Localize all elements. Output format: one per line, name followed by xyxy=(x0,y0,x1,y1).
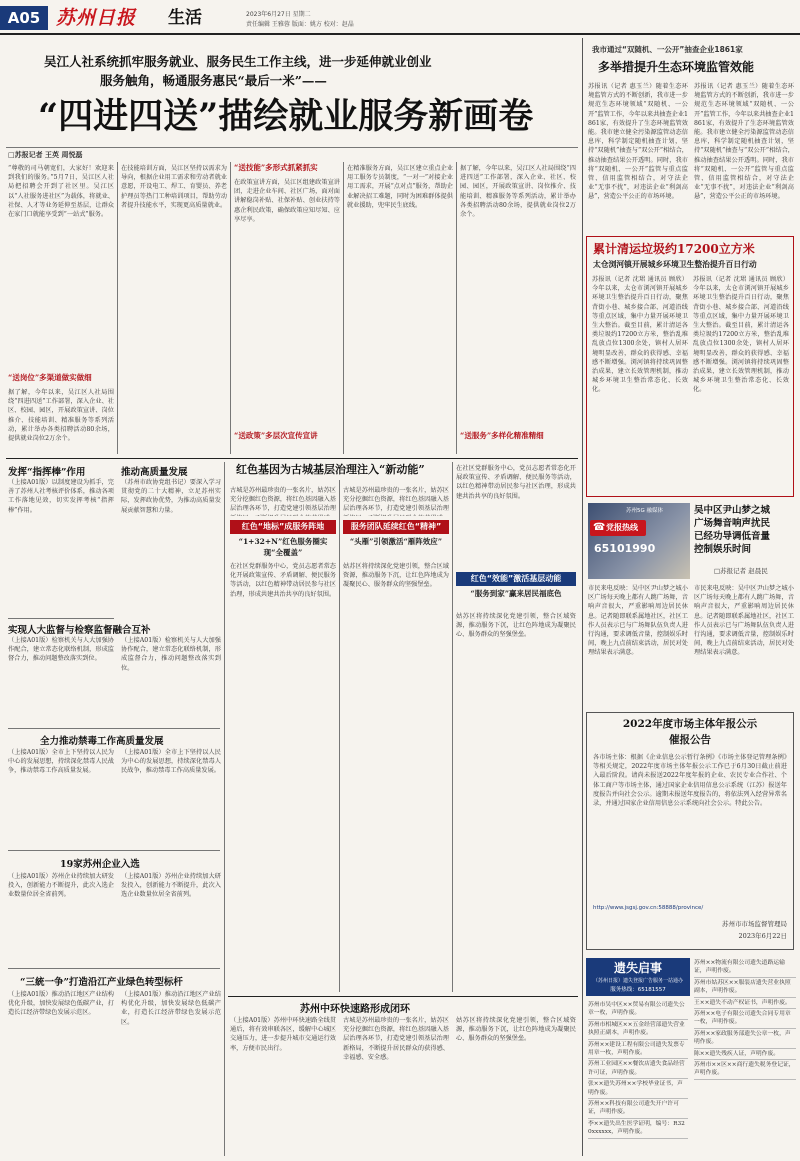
brief-headline: 推动高质量发展 xyxy=(121,467,188,478)
lead-kicker-1: 吴江人社系统抓牢服务就业、服务民生工作主线，进一步延伸就业创业 xyxy=(44,54,432,69)
lead-bottom-rule xyxy=(6,458,578,459)
brief-headline: 全力推动禁毒工作高质量发展 xyxy=(40,736,164,747)
complaint-body: 市民来电反映：吴中区尹山梦之城小区广场每天晚上都有人跳广场舞，音响声音很大，严重影响周边居民休息。记者随即联系属地社区，社区工作人员表示已与广场舞队伍负责人进行沟通，要求调低音量，控制娱乐时间，晚上九点前结束活动，居民对处理结果表示满意。 xyxy=(694,585,794,657)
right-top-headline: 多举措提升生态环境监管效能 xyxy=(598,60,755,74)
masthead xyxy=(0,0,800,34)
editor-line: 责任编辑 王雅蓉 版面：姚方 校对：赵晶 xyxy=(246,21,354,28)
col-divider xyxy=(230,162,231,454)
notice-headline-2: 催报公告 xyxy=(669,734,711,746)
page-number: A05 xyxy=(0,6,48,30)
complaint-headline-2: 广场舞音响声扰民 xyxy=(694,518,771,529)
lost-notice-item: 苏州××科技有限公司遗失开户许可证，声明作废。 xyxy=(588,1099,688,1119)
byline-rule xyxy=(6,147,578,148)
complaint-body: 市民来电反映：吴中区尹山梦之城小区广场每天晚上都有人跳广场舞，音响声音很大，严重影响周边居民休息。记者随即联系属地社区，社区工作人员表示已与广场舞队伍负责人进行沟通，要求调低音量，控制娱乐时间，晚上九点前结束活动，居民对处理结果表示满意。 xyxy=(588,585,688,657)
ring-road-body: （上接A01版）苏州中环快速路全线贯通后，将有效串联各区，缓解中心城区交通压力，进一步提升城市交通运行效率，方便市民出行。 xyxy=(230,1017,336,1052)
complaint-headline-1: 吴中区尹山梦之城 xyxy=(694,505,771,516)
ring-road-body: 姑苏区将持续深化党建引领，整合区域资源，推动服务下沉，让红色阵地成为凝聚民心、服务群众的坚强堡垒。 xyxy=(456,1017,576,1043)
brief-body: （上接A01版）推动沿江地区产业结构优化升级，加快发展绿色低碳产业，打造长江经济带绿色发展示范区。 xyxy=(121,991,221,1026)
lost-notice-item: 苏州工业园区××餐饮店遗失食品经营许可证，声明作废。 xyxy=(588,1059,688,1079)
lead-paragraph: 据了解，今年以来，吴江区人社局围绕“四进四送”工作部署，深入企业、社区、校园、园区，开展政策宣讲、岗位推介、技能培训、精准服务等系列活动，累计举办各类招聘活动80余场，提供就业岗位2万余个。 xyxy=(460,165,576,219)
paper-name: 苏州日报 xyxy=(56,7,137,29)
lost-notice-item: 王××遗失不动产权证书，声明作废。 xyxy=(694,998,796,1009)
brief-headline: “三統一争”打造沿江产业绿色转型标杆 xyxy=(20,977,183,988)
lost-notice-item: 苏州××电子有限公司遗失合同专用章一枚，声明作废。 xyxy=(694,1009,796,1029)
sanitation-headline: 累计清运垃圾约17200立方米 xyxy=(593,242,755,256)
lead-paragraph: “尊敬的司马朝宽们，大家好！欢迎来到我们的服务。”5月7日，吴江区人社局把招聘会开到了社区里。吴江区以“人社服务进社区”为载体，将就业、社保、人才等业务延伸至基层，让群众在家门口就能享受到“一站式”服务。 xyxy=(8,165,114,219)
brief-rule xyxy=(8,728,220,729)
brief-headline: 发挥“指挥棒”作用 xyxy=(8,467,86,478)
col-divider xyxy=(343,162,344,454)
lost-notice-banner xyxy=(586,958,690,996)
brief-rule xyxy=(8,968,220,969)
annual-report-notice xyxy=(586,712,794,950)
sanitation-body: 苏报讯（记者 沈珺 通讯员 顾欣）今年以来，太仓市浏河镇开展城乡环境卫生整治提升百日行动，聚焦背街小巷、城乡接合部、河道沿线等重点区域，集中力量开展环境卫生大整治。截至目前，累计清运各类垃圾约17200立方米，整治乱堆乱放点位1300余处，镇村人居环境明显改善，群众的获得感、幸福感不断增强。浏河镇将持续巩固整治成果，建立长效管理机制，推动城乡环境卫生整治常态化、长效化。 xyxy=(592,276,688,394)
lost-notice-item: 苏州××物流有限公司遗失道路运输证，声明作废。 xyxy=(694,958,796,978)
lost-notice-item: 张××遗失苏州××学校毕业证书，声明作废。 xyxy=(588,1079,688,1099)
hotline-number: 65101990 xyxy=(594,542,656,555)
lost-notice-item: 苏州××家政服务部遗失公章一枚，声明作废。 xyxy=(694,1029,796,1049)
brief-body: （上接A01版）推动沿江地区产业结构优化升级，加快发展绿色低碳产业，打造长江经济带绿色发展示范区。 xyxy=(8,991,114,1017)
heritage-body: 古城是苏州最珍贵的一张名片，姑苏区充分挖掘红色资源，将红色基因融入基层治理各环节，打造党建引领基层治理 xyxy=(230,487,336,513)
lost-notice-title: 遗失启事 xyxy=(613,961,662,975)
sanitation-box xyxy=(586,236,794,497)
lost-notice-phone: 服务热线：65181557 xyxy=(610,987,666,993)
hotline-badge xyxy=(590,520,646,536)
col-divider xyxy=(339,480,340,992)
brief-headline: 19家苏州企业入选 xyxy=(60,859,140,870)
lost-notice-item: 陈××遗失残疾人证，声明作废。 xyxy=(694,1049,796,1060)
right-col-rule xyxy=(582,38,583,1156)
lost-notice-item: 苏州××建设工程有限公司遗失发票专用章一枚，声明作废。 xyxy=(588,1040,688,1060)
lead-paragraph: 在政策宣讲方面，吴江区组建政策宣讲团，走进企业车间、社区广场，面对面讲解稳岗补贴、社保补贴、创业扶持等惠企利民政策，确保政策应知尽知、应享尽享。 xyxy=(234,179,340,223)
date-line: 2023年6月27日 星期二 xyxy=(246,11,311,18)
ring-road-headline: 苏州中环快速路形成闭环 xyxy=(300,1004,410,1015)
heritage-tag-2: 服务团队延续红色“精神” xyxy=(343,520,449,534)
heritage-tag-1: 红色“地标”成服务阵地 xyxy=(230,520,336,534)
heritage-tag-3: 红色“效能”激活基层动能 xyxy=(456,572,576,586)
brief-rule xyxy=(8,618,114,619)
heritage-body: 在社区党群服务中心，党员志愿者常态化开展政策宣传、矛盾调解、便民服务等活动，以红色精神带动居民参与社区治理，形成共建共治共享的良好氛围。 xyxy=(456,465,576,500)
notice-signature: 苏州市市场监督管理局 xyxy=(722,920,787,928)
heritage-sub-3: “服务到家”赢来居民福底色 xyxy=(470,589,562,598)
brief-body: （上接A01版）苏州企业持续加大研发投入，创新能力不断提升，此次入选企业数量位居全省前列。 xyxy=(8,873,114,899)
brief-body: （上接A01版）检察机关与人大加强协作配合，建立常态化联络机制，形成监督合力，推动问题整改落实到位。 xyxy=(121,637,221,672)
brief-body: （上接A01版）全市上下坚持以人民为中心的发展思想，持续深化禁毒人民战争，推动禁毒工作高质量发展。 xyxy=(121,749,221,775)
notice-body: 各市场主体：根据《企业信息公示暂行条例》《市场主体登记管理条例》等相关规定，2022年度市场主体年报公示工作已于6月30日截止前进入最后阶段。请尚未报送2022年度年报的企业、农民专业合作社、个体工商户等市场主体，通过国家企业信用信息公示系统（江苏）报送年度报告并向社会公示。逾期未报送年度报告的，将依法列入经营异常名录，并通过国家企业信用信息公示系统向社会公示。特此公告。 xyxy=(593,754,787,808)
lead-subhead-jobs: “送岗位”多渠道做实做细 xyxy=(8,373,92,382)
sanitation-body: 苏报讯（记者 沈珺 通讯员 顾欣）今年以来，太仓市浏河镇开展城乡环境卫生整治提升百日行动，聚焦背街小巷、城乡接合部、河道沿线等重点区域，集中力量开展环境卫生大整治。截至目前，累计清运各类垃圾约17200立方米，整治乱堆乱放点位1300余处，镇村人居环境明显改善，群众的获得感、幸福感不断增强。浏河镇将持续巩固整治成果，建立长效管理机制，推动城乡环境卫生整治常态化、长效化。 xyxy=(693,276,789,394)
lost-notice-item: 苏州市吴中区××贸易有限公司遗失公章一枚，声明作废。 xyxy=(588,1000,688,1020)
lead-subhead-service: “送服务”多样化精准精细 xyxy=(460,431,544,440)
lost-notice-item: 苏州市姑苏区××服装店遗失营业执照副本，声明作废。 xyxy=(694,978,796,998)
brief-rule xyxy=(8,850,220,851)
heritage-body: 古城是苏州最珍贵的一张名片，姑苏区充分挖掘红色资源，将红色基因融入基层治理各环节，打造党建引领基层治理 xyxy=(343,487,449,513)
right-top-label: 我市通过“双随机、一公开”抽查企业1861家 xyxy=(592,45,743,54)
masthead-rule xyxy=(0,33,800,35)
lost-notice-list-right xyxy=(694,958,796,1156)
brief-body: （苏州市政协党组书记）要深入学习贯彻党的二十大精神，立足苏州实际，发挥政协优势，为推动高质量发展贡献智慧和力量。 xyxy=(121,479,221,514)
complaint-byline: □苏报记者 赵晨民 xyxy=(714,567,768,575)
col-divider xyxy=(117,162,118,454)
brief-body: （上接A01版）苏州企业持续加大研发投入，创新能力不断提升，此次入选企业数量位居全省前列。 xyxy=(121,873,221,899)
lost-notice-item: 苏州市相城区××五金经营部遗失营业执照正副本，声明作废。 xyxy=(588,1020,688,1040)
complaint-headline-4: 控制娱乐时间 xyxy=(694,544,752,555)
brief-headline: 实现人大监督与检察监督融合互补 xyxy=(8,625,151,636)
brief-body: （上接A01版）以制度建设为抓手，完善了苏州人社考核评价体系，推动各项工作落地见效，切实发挥考核“指挥棒”作用。 xyxy=(8,479,114,514)
lead-headline: “四进四送”描绘就业服务新画卷 xyxy=(38,96,534,137)
lost-notice-list-left xyxy=(588,1000,688,1156)
heritage-body: 在社区党群服务中心，党员志愿者常态化开展政策宣传、矛盾调解、便民服务等活动，以红色精神带动居民参与社区治理，形成共建共治共享的良好氛围。 xyxy=(230,563,336,598)
notice-headline-1: 2022年度市场主体年报公示 xyxy=(622,718,758,730)
hotline-label: 党报热线 xyxy=(606,523,638,532)
section-name: 生活 xyxy=(168,8,202,28)
heritage-sub-1: “1+32+N”红色服务圈实现“全覆盖” xyxy=(238,537,328,557)
lost-notice-subtitle: （苏州日报）遗失登报广告服务一站通办 xyxy=(592,978,683,984)
hotline-mini-caption: 苏州5G 融媒体 xyxy=(626,508,664,514)
heritage-body: 姑苏区将持续深化党建引领，整合区域资源，推动服务下沉，让红色阵地成为凝聚民心、服务群众的坚强堡垒。 xyxy=(343,563,449,589)
right-top-body: 苏报讯（记者 惠玉兰）随着生态环境监管方式的不断创新，我市进一步规范生态环境领域“双随机、一公开”监管工作，今年以来共抽查企业1861家，有效提升了生态环境监管效能。我市建立健全污染源监管动态信息库，科学制定随机抽查计划，坚持“双随机”抽查与“双公开”相结合，推动抽查结果公开透明。同时，我市将“双随机、一公开”监管与重点监管、信用监管相结合，对守法企业“无事不扰”，对违法企业“利剑高悬”，营造公平公正的市场环境。 xyxy=(588,83,688,201)
col-divider xyxy=(456,162,457,454)
right-top-body: 苏报讯（记者 惠玉兰）随着生态环境监管方式的不断创新，我市进一步规范生态环境领域“双随机、一公开”监管工作，今年以来共抽查企业1861家，有效提升了生态环境监管效能。我市建立健全污染源监管动态信息库，科学制定随机抽查计划，坚持“双随机”抽查与“双公开”相结合，推动抽查结果公开透明。同时，我市将“双随机、一公开”监管与重点监管、信用监管相结合，对守法企业“无事不扰”，对违法企业“利剑高悬”，营造公平公正的市场环境。 xyxy=(694,83,794,201)
sanitation-subhead: 太仓浏河镇开展城乡环境卫生整治提升百日行动 xyxy=(593,260,757,269)
heritage-headline: 红色基因为古城基层治理注入“新动能” xyxy=(236,463,425,476)
heritage-body: 姑苏区将持续深化党建引领，整合区域资源，推动服务下沉，让红色阵地成为凝聚民心、服务群众的坚强堡垒。 xyxy=(456,613,576,639)
brief-body: （上接A01版）检察机关与人大加强协作配合，建立常态化联络机制，形成监督合力，推动问题整改落实到位。 xyxy=(8,637,114,663)
ring-road-rule xyxy=(228,996,578,997)
lead-subhead-skills: “送技能”多形式抓紧抓实 xyxy=(234,163,318,172)
col-divider xyxy=(452,462,453,992)
hotline-photo xyxy=(588,503,690,579)
lead-paragraph: 据了解，今年以来，吴江区人社局围绕“四进四送”工作部署，深入企业、社区、校园、园区，开展政策宣讲、岗位推介、技能培训、精准服务等系列活动，累计举办各类招聘活动80余场，提供就业岗位2万余个。 xyxy=(8,389,114,443)
lost-notice-item: 苏州市××区××商行遗失税务登记证，声明作废。 xyxy=(694,1060,796,1080)
complaint-headline-3: 已经功导调低音量 xyxy=(694,531,771,542)
col-divider xyxy=(224,462,225,1156)
heritage-sub-2: “头雁”引领激活“雁阵效应” xyxy=(349,537,443,546)
lost-notice-item: 李××遗失出生医学证明，编号：R320xxxxxx，声明作废。 xyxy=(588,1119,688,1139)
lead-byline: □苏报记者 王英 周悦磊 xyxy=(8,151,83,159)
notice-date: 2023年6月22日 xyxy=(738,932,787,940)
lead-subhead-policy: “送政策”多层次宣传宣讲 xyxy=(234,431,318,440)
ring-road-body: 古城是苏州最珍贵的一张名片，姑苏区充分挖掘红色资源，将红色基因融入基层治理各环节，打造党建引领基层治理新格局，不断提升居民群众的获得感、幸福感、安全感。 xyxy=(343,1017,449,1061)
lead-kicker-2: 服务触角，畅通服务惠民“最后一米”—— xyxy=(100,73,327,88)
lead-paragraph: 在精准服务方面，吴江区建立重点企业用工服务专员制度，“一对一”对接企业用工需求，开展“点对点”服务，帮助企业解决招工难题，同时为困难群体提供就业援助，兜牢民生底线。 xyxy=(347,165,453,209)
brief-body: （上接A01版）全市上下坚持以人民为中心的发展思想，持续深化禁毒人民战争，推动禁毒工作高质量发展。 xyxy=(8,749,114,775)
lead-paragraph: 在技能培训方面，吴江区坚持以需求为导向，根据企业用工需求和劳动者就业意愿，开设电工、焊工、育婴员、养老护理员等热门工种培训项目，帮助劳动者提升技能水平，实现更高质量就业。 xyxy=(121,165,227,209)
notice-url[interactable]: http://www.jsgsj.gov.cn:58888/province/ xyxy=(593,905,704,911)
phone-icon: ☎ xyxy=(593,522,606,533)
